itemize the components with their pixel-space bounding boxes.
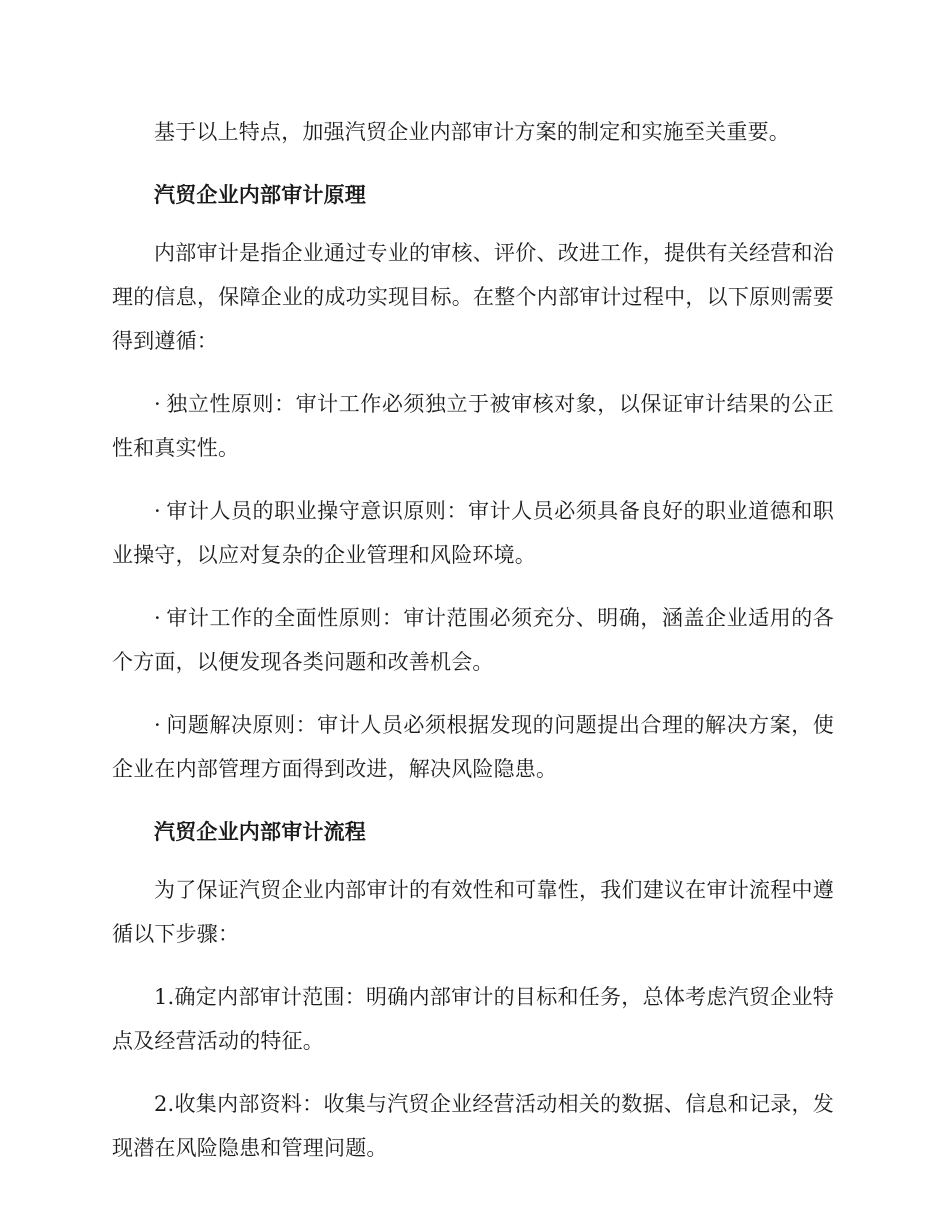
intro-paragraph: 基于以上特点，加强汽贸企业内部审计方案的制定和实施至关重要。 (154, 120, 790, 144)
bullet-text: 问题解决原则：审计人员必须根据发现的问题提出合理的解决方案，使企业在内部管理方面得到改进，解决风险隐患。 (112, 713, 834, 781)
bullet-dot-icon: · (154, 392, 161, 416)
bullet-item (112, 489, 834, 577)
bullet-item (112, 703, 834, 791)
bullet-text: 独立性原则：审计工作必须独立于被审核对象，以保证审计结果的公正性和真实性。 (112, 392, 834, 460)
section-heading-principles: 汽贸企业内部审计原理 (154, 182, 366, 207)
bullet-dot-icon: · (154, 606, 161, 630)
section-heading-process: 汽贸企业内部审计流程 (154, 819, 366, 844)
process-paragraph: 为了保证汽贸企业内部审计的有效性和可靠性，我们建议在审计流程中遵循以下步骤： (112, 878, 834, 946)
process-step: 2.收集内部资料：收集与汽贸企业经营活动相关的数据、信息和记录，发现潜在风险隐患和管理问题。 (112, 1092, 834, 1160)
process-step: 1.确定内部审计范围：明确内部审计的目标和任务，总体考虑汽贸企业特点及经营活动的特征。 (112, 985, 834, 1053)
bullet-text: 审计人员的职业操守意识原则：审计人员必须具备良好的职业道德和职业操守，以应对复杂的企业管理和风险环境。 (112, 499, 834, 567)
bullet-dot-icon: · (154, 713, 161, 737)
bullet-item (112, 596, 834, 684)
bullet-text: 审计工作的全面性原则：审计范围必须充分、明确，涵盖企业适用的各个方面，以便发现各类问题和改善机会。 (112, 606, 834, 674)
bullet-item (112, 382, 834, 470)
principles-paragraph: 内部审计是指企业通过专业的审核、评价、改进工作，提供有关经营和治理的信息，保障企业的成功实现目标。在整个内部审计过程中，以下原则需要得到遵循： (112, 241, 834, 353)
bullet-dot-icon: · (154, 499, 161, 523)
